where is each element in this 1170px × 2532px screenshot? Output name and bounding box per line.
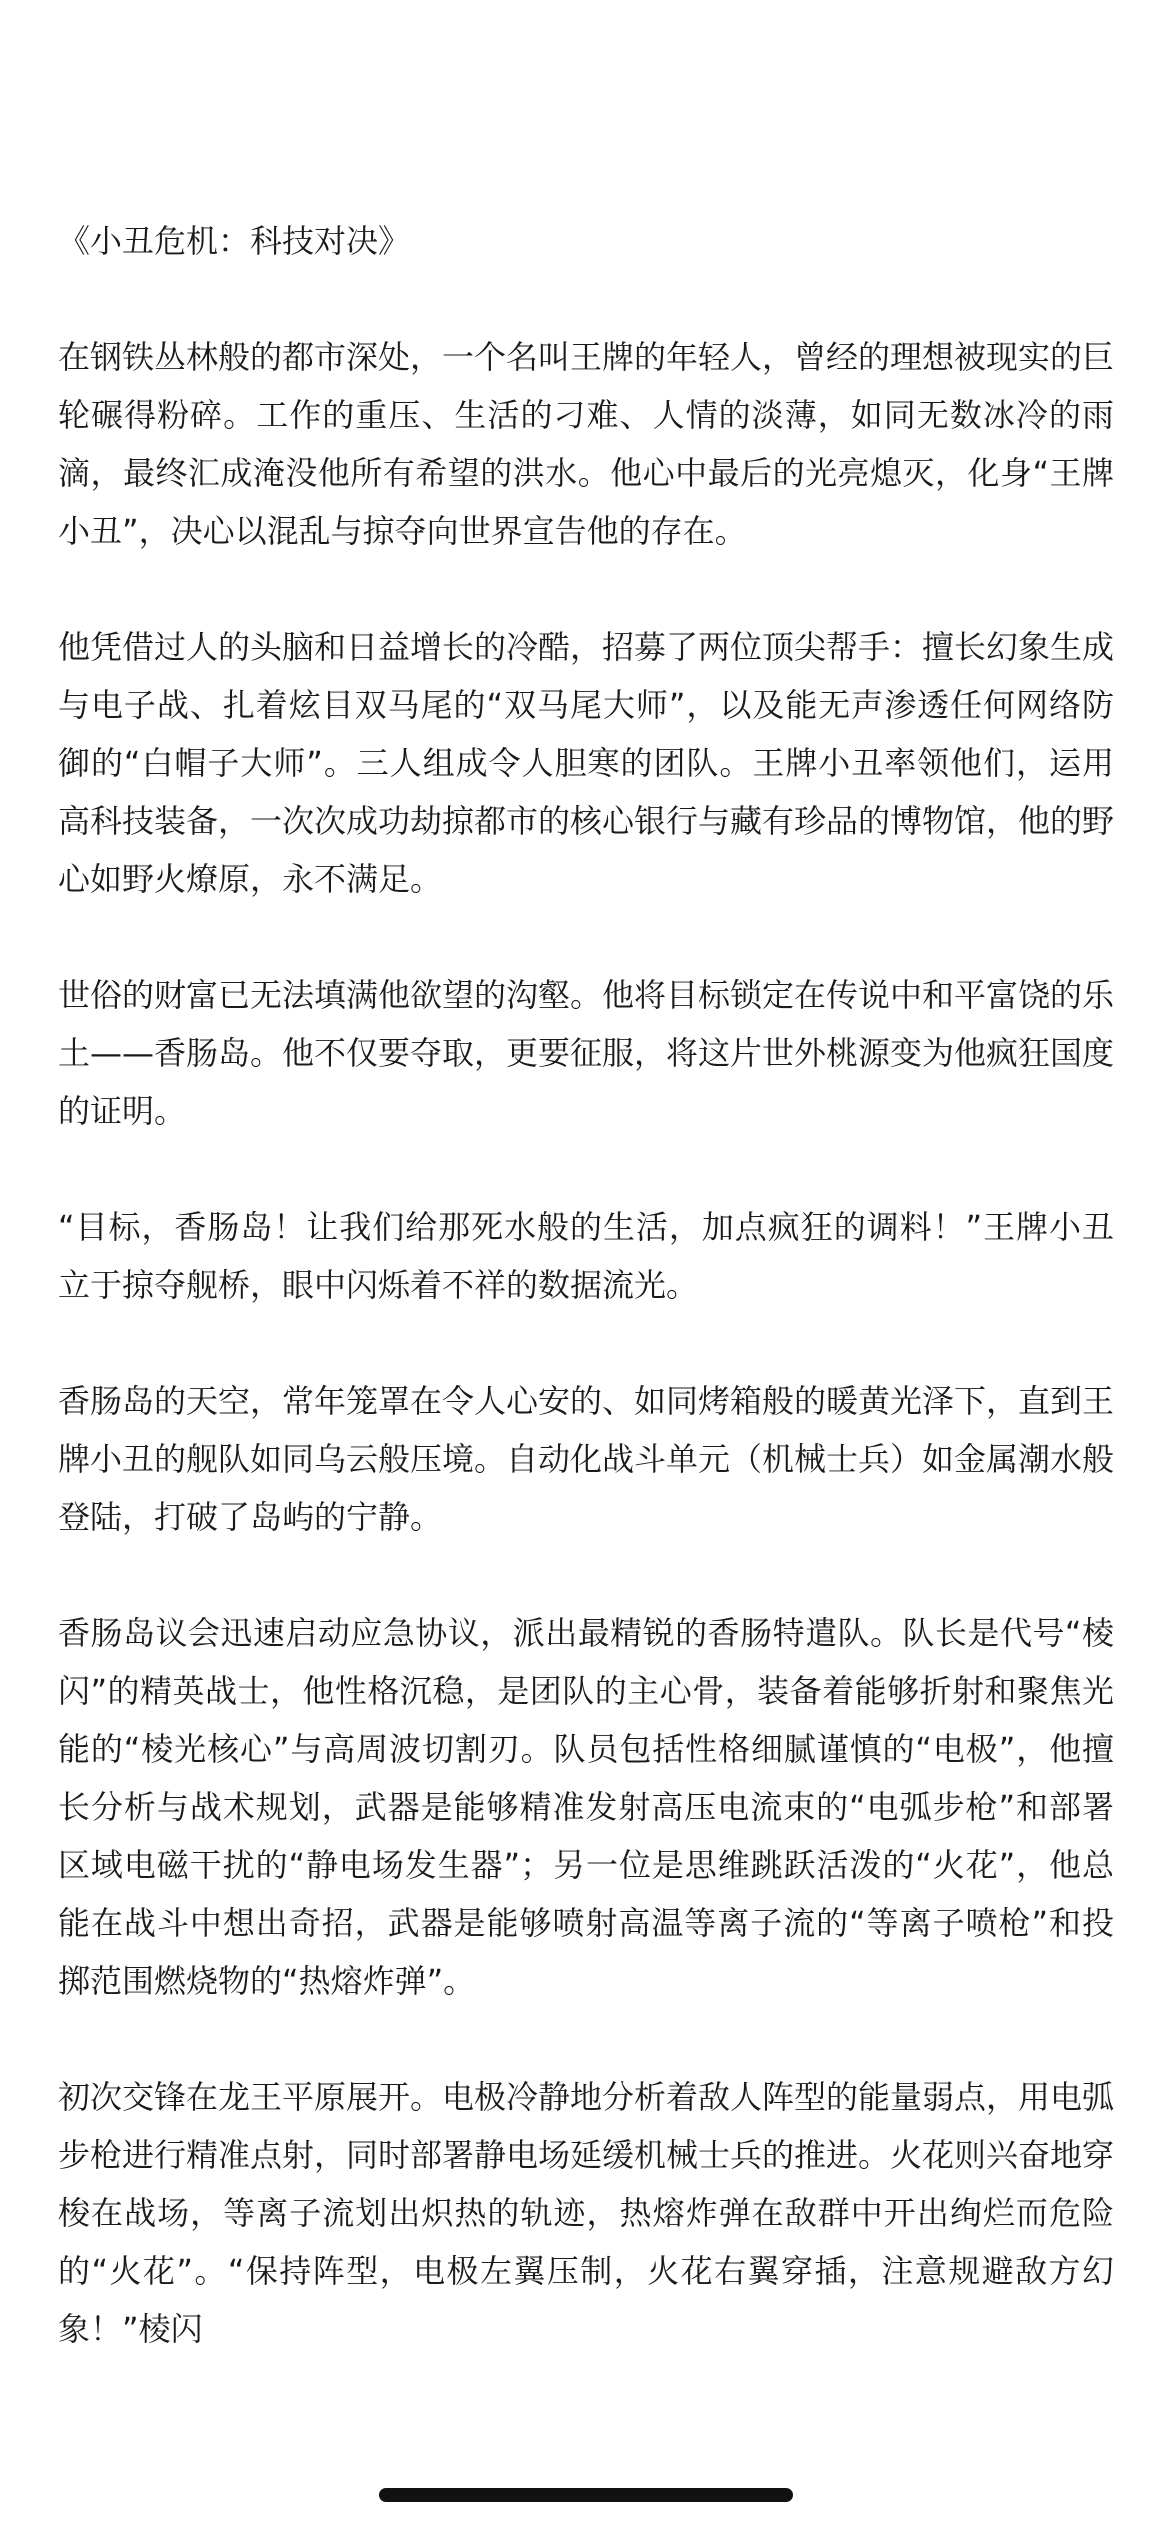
paragraph-5: 香肠岛的天空，常年笼罩在令人心安的、如同烤箱般的暖黄光泽下，直到王牌小丑的舰队如同乌云般压境。自动化战斗单元（机械士兵）如金属潮水般登陆，打破了岛屿的宁静。 bbox=[58, 1382, 1114, 1536]
document-page bbox=[58, 212, 1114, 2442]
paragraph-2: 他凭借过人的头脑和日益增长的冷酷，招募了两位顶尖帮手：擅长幻象生成与电子战、扎着炫目双马尾的“双马尾大师”，以及能无声渗透任何网络防御的“白帽子大师”。三人组成令人胆寒的团队。王牌小丑率领他们，运用高科技装备，一次次成功劫掠都市的核心银行与藏有珍品的博物馆，他的野心如野火燎原，永不满足。 bbox=[58, 628, 1114, 898]
paragraph-1: 在钢铁丛林般的都市深处，一个名叫王牌的年轻人，曾经的理想被现实的巨轮碾得粉碎。工作的重压、生活的刁难、人情的淡薄，如同无数冰冷的雨滴，最终汇成淹没他所有希望的洪水。他心中最后的光亮熄灭，化身“王牌小丑”，决心以混乱与掠夺向世界宣告他的存在。 bbox=[58, 338, 1114, 550]
paragraph-7: 初次交锋在龙王平原展开。电极冷静地分析着敌人阵型的能量弱点，用电弧步枪进行精准点射，同时部署静电场延缓机械士兵的推进。火花则兴奋地穿梭在战场，等离子流划出炽热的轨迹，热熔炸弹在敌群中开出绚烂而危险的“火花”。“保持阵型，电极左翼压制，火花右翼穿插，注意规避敌方幻象！”棱闪 bbox=[58, 2078, 1114, 2348]
document-title: 《小丑危机：科技对决》 bbox=[58, 222, 411, 260]
home-indicator[interactable] bbox=[379, 2488, 793, 2502]
paragraph-4: “目标，香肠岛！让我们给那死水般的生活，加点疯狂的调料！”王牌小丑立于掠夺舰桥，眼中闪烁着不祥的数据流光。 bbox=[58, 1208, 1114, 1304]
paragraph-3: 世俗的财富已无法填满他欲望的沟壑。他将目标锁定在传说中和平富饶的乐土——香肠岛。他不仅要夺取，更要征服，将这片世外桃源变为他疯狂国度的证明。 bbox=[58, 976, 1114, 1130]
paragraph-6: 香肠岛议会迅速启动应急协议，派出最精锐的香肠特遣队。队长是代号“棱闪”的精英战士，他性格沉稳，是团队的主心骨，装备着能够折射和聚焦光能的“棱光核心”与高周波切割刃。队员包括性格细腻谨慎的“电极”，他擅长分析与战术规划，武器是能够精准发射高压电流束的“电弧步枪”和部署区域电磁干扰的“静电场发生器”；另一位是思维跳跃活泼的“火花”，他总能在战斗中想出奇招，武器是能够喷射高温等离子流的“等离子喷枪”和投掷范围燃烧物的“热熔炸弹”。 bbox=[58, 1614, 1114, 2000]
